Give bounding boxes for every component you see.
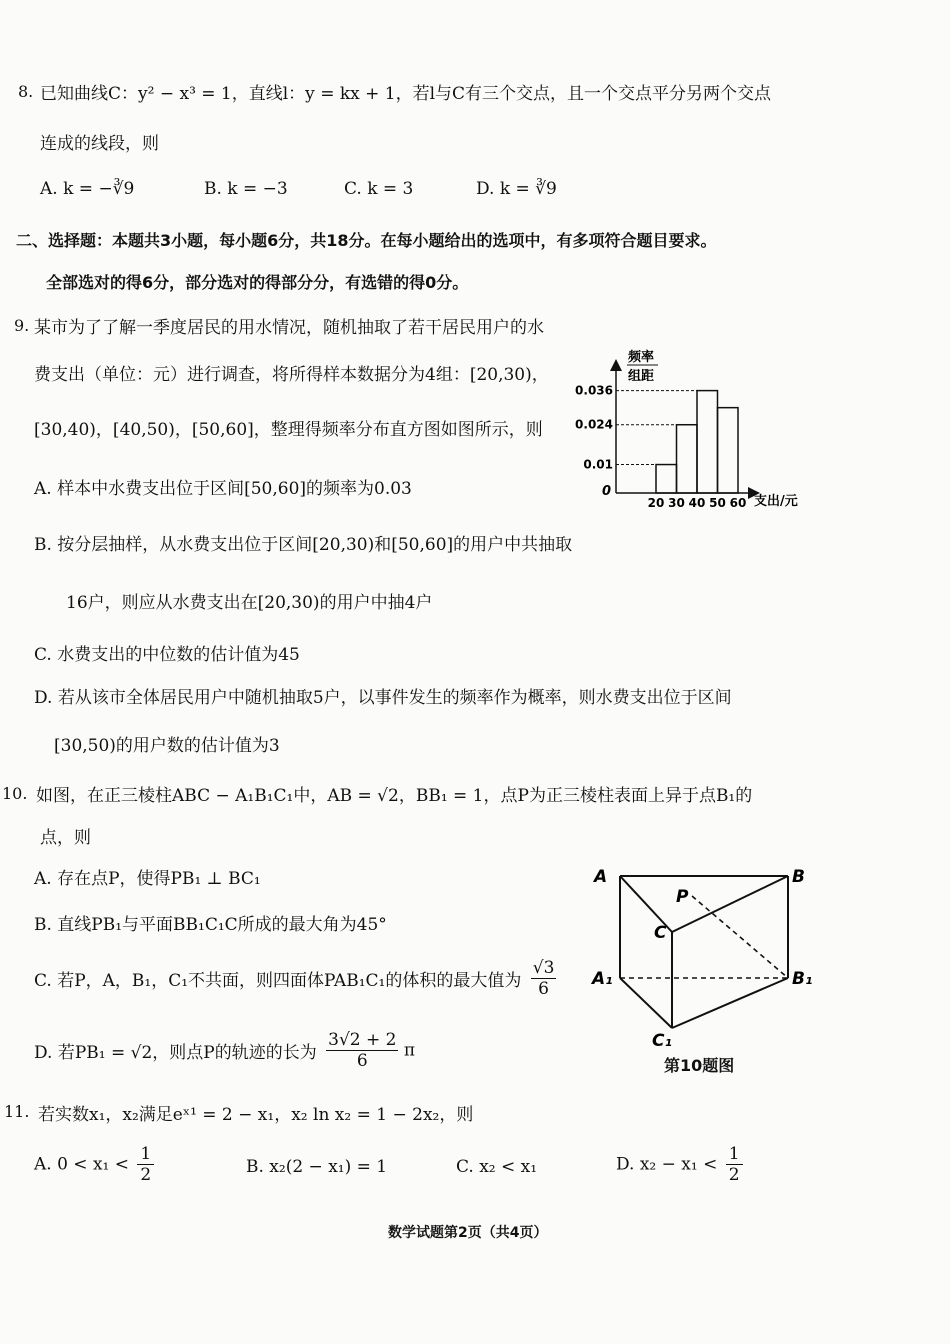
q9-option-c: C. 水费支出的中位数的估计值为45 [34, 645, 300, 665]
q8-stem-line2: 连成的线段，则 [40, 134, 159, 154]
q10-option-a: A. 存在点P，使得PB₁ ⊥ BC₁ [34, 869, 261, 889]
edge-a1c1 [620, 978, 672, 1028]
x-tick-label: 50 [709, 496, 726, 510]
section2-heading-line1: 二、选择题：本题共3小题，每小题6分，共18分。在每小题给出的选项中，有多项符合题目要求。 [16, 231, 717, 250]
histogram-bar [656, 465, 677, 493]
q11-option-d-fraction [726, 1144, 743, 1185]
y-label-top: 频率 [628, 350, 655, 365]
q9-option-a: A. 样本中水费支出位于区间[50,60]的频率为0.03 [34, 479, 412, 499]
y-label-bottom: 组距 [628, 369, 655, 384]
q9-option-b-line2: 16户，则应从水费支出在[20,30)的用户中抽4户 [66, 593, 433, 613]
section2-heading-line2: 全部选对的得6分，部分选对的得部分分，有选错的得0分。 [46, 273, 469, 292]
q10-option-d-denominator: 6 [356, 1051, 368, 1071]
x-tick-label: 20 [647, 496, 665, 510]
q11-option-d [616, 1144, 743, 1185]
label-c: C [654, 923, 667, 943]
q10-option-c-denominator: 6 [538, 979, 549, 999]
y-tick-label: 0.036 [575, 383, 613, 398]
frequency-histogram [572, 345, 812, 515]
label-b1: B₁ [792, 969, 813, 989]
label-p: P [676, 887, 689, 907]
q11-option-a-denominator: 2 [140, 1165, 152, 1185]
figure-10-caption: 第10题图 [664, 1056, 735, 1075]
q11-number: 11. [4, 1102, 30, 1121]
label-b: B [792, 867, 805, 887]
q8-option-c: C. k = 3 [344, 179, 414, 199]
q10-option-c-fraction [531, 958, 557, 999]
q11-option-a-fraction [137, 1144, 154, 1185]
edge-c1b1 [672, 978, 788, 1028]
q11-stem: 若实数x₁，x₂满足eˣ¹ = 2 − x₁，x₂ ln x₂ = 1 − 2x₂，则 [38, 1105, 474, 1125]
q10-option-c [34, 958, 556, 999]
q9-option-d-line1: D. 若从该市全体居民用户中随机抽取5户，以事件发生的频率作为概率，则水费支出位于区间 [34, 688, 732, 708]
histogram-bar [677, 425, 698, 493]
x-tick-label: 60 [729, 496, 747, 510]
page-footer: 数学试题第2页（共4页） [388, 1225, 548, 1241]
histogram-bar [697, 391, 718, 493]
q9-stem-line2: 费支出（单位：元）进行调查，将所得样本数据分为4组：[20,30)， [34, 365, 549, 385]
y-tick-label: 0.024 [575, 417, 613, 432]
q10-option-d-numerator: 3√2 + 2 [328, 1030, 397, 1050]
x-tick-label: 40 [688, 496, 706, 510]
q8-stem-line1: 已知曲线C：y² − x³ = 1，直线l：y = kx + 1，若l与C有三个交点，且一个交点平分另两个交点 [40, 84, 772, 104]
q11-option-a [34, 1144, 154, 1185]
label-a1: A₁ [592, 969, 613, 989]
y-tick-label: 0.01 [583, 457, 613, 472]
x-tick-label: 30 [668, 496, 685, 510]
q10-option-c-numerator: √3 [532, 958, 555, 978]
q10-option-d [34, 1030, 415, 1071]
q11-option-d-denominator: 2 [728, 1165, 740, 1185]
x-axis-label: 支出/元 [754, 494, 798, 509]
label-a: A [594, 867, 608, 887]
q9-number: 9. [14, 316, 30, 335]
label-c1: C₁ [652, 1031, 672, 1051]
q9-option-d-line2: [30,50)的用户数的估计值为3 [54, 736, 280, 756]
q11-option-b: B. x₂(2 − x₁) = 1 [246, 1157, 388, 1177]
segment-pb1 [692, 896, 788, 978]
q10-option-d-text: D. 若PB₁ = √2，则点P的轨迹的长为 [34, 1043, 317, 1063]
q9-option-b-line1: B. 按分层抽样，从水费支出位于区间[20,30)和[50,60]的用户中共抽取 [34, 535, 573, 555]
q10-option-b: B. 直线PB₁与平面BB₁C₁C所成的最大角为45° [34, 915, 387, 935]
q11-option-d-numerator: 1 [726, 1144, 743, 1165]
q11-option-c: C. x₂ < x₁ [456, 1157, 538, 1177]
q10-number: 10. [2, 784, 28, 803]
q11-option-a-text: A. 0 < x₁ < [34, 1154, 130, 1175]
q11-option-d-text: D. x₂ − x₁ < [616, 1154, 718, 1175]
q10-option-d-pi: π [403, 1040, 416, 1061]
prism-figure [588, 860, 818, 1060]
q8-number: 8. [18, 82, 34, 101]
origin-label: 0 [602, 484, 612, 499]
q9-stem-line1: 某市为了了解一季度居民的用水情况，随机抽取了若干居民用户的水 [34, 318, 544, 338]
q10-option-d-fraction [326, 1030, 398, 1071]
q8-option-b: B. k = −3 [204, 179, 288, 199]
q10-option-c-text: C. 若P，A，B₁，C₁不共面，则四面体PAB₁C₁的体积的最大值为 [34, 971, 522, 991]
q10-stem-line2: 点，则 [40, 828, 91, 848]
histogram-bar [718, 408, 739, 493]
q8-option-d: D. k = ∛9 [476, 179, 557, 199]
q11-option-a-numerator: 1 [137, 1144, 154, 1165]
q8-option-a: A. k = −∛9 [40, 179, 135, 199]
q9-stem-line3: [30,40)，[40,50)，[50,60]，整理得频率分布直方图如图所示，则 [34, 420, 543, 440]
q10-stem-line1: 如图，在正三棱柱ABC − A₁B₁C₁中，AB = √2，BB₁ = 1，点P为正三棱柱表面上异于点B₁的 [36, 786, 753, 806]
edge-cb [672, 876, 788, 932]
